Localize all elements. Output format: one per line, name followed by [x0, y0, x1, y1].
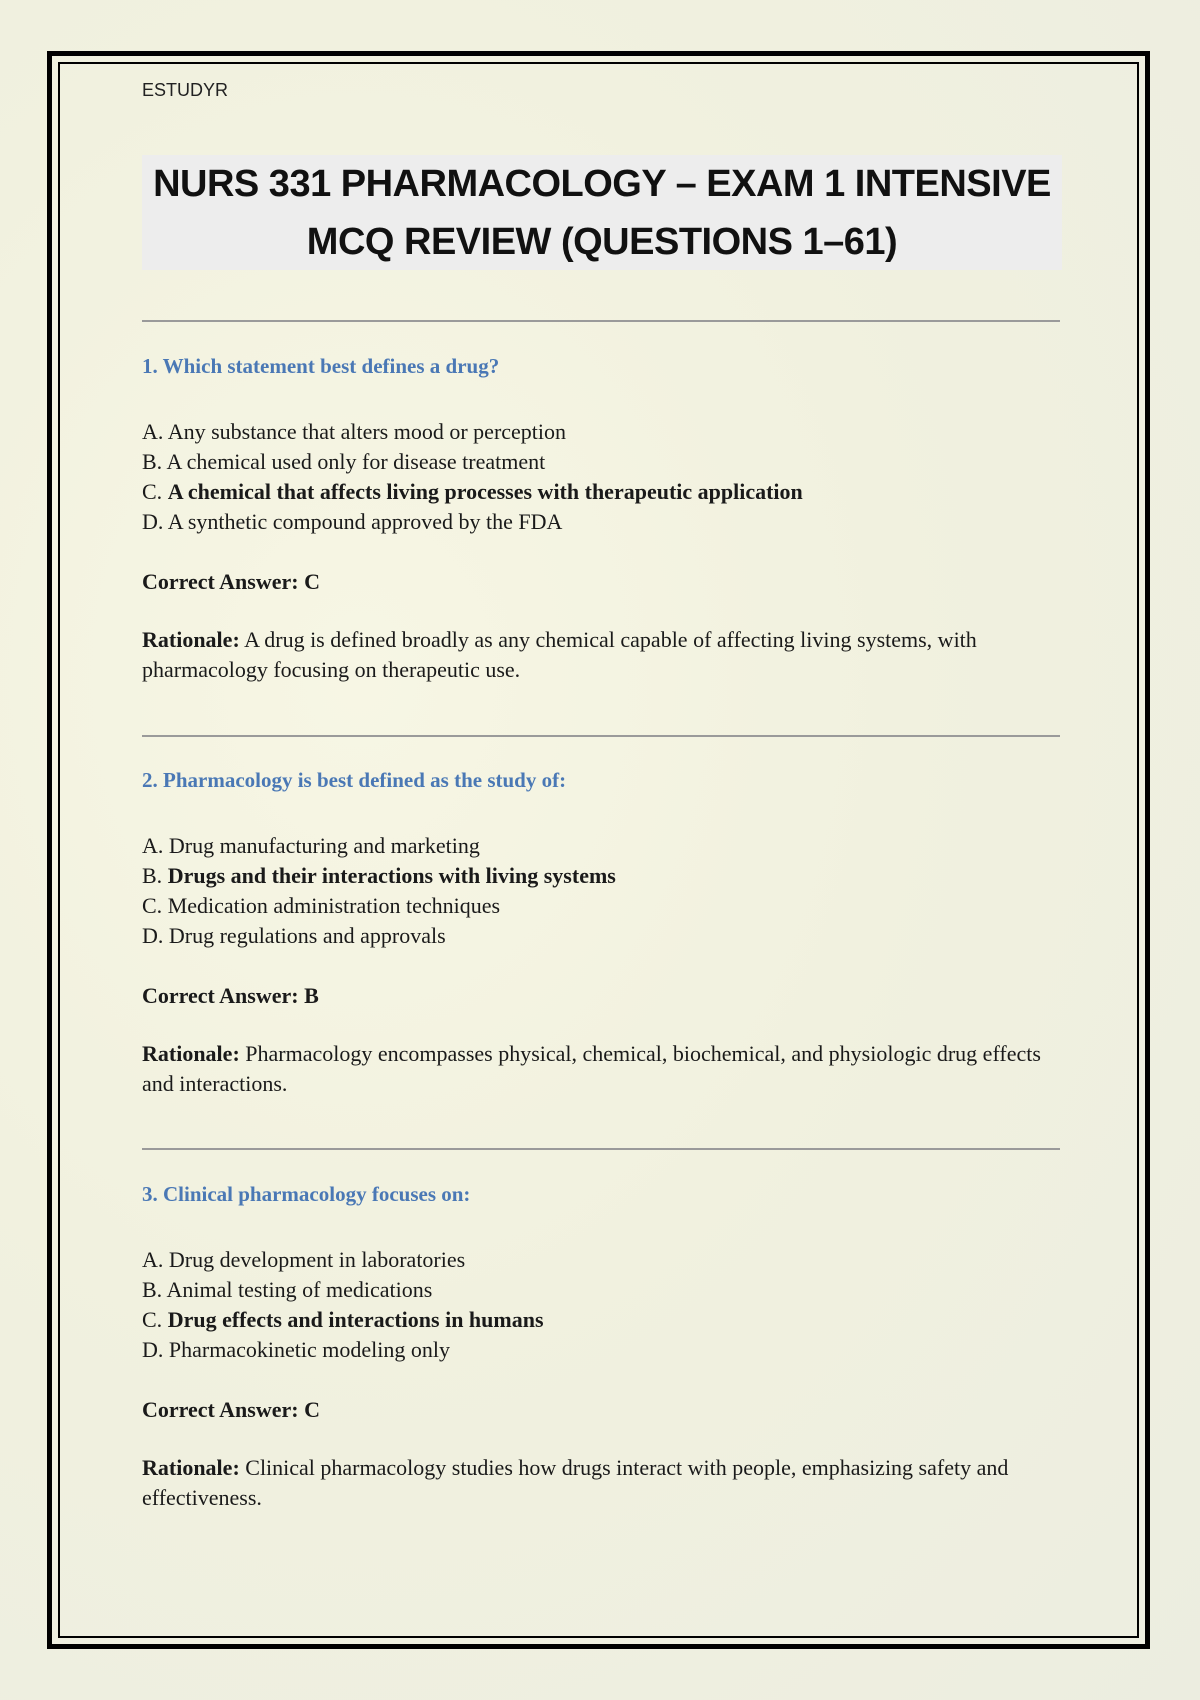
question-title: 2. Pharmacology is best defined as the study of: — [142, 768, 567, 792]
option-a: A. Drug manufacturing and marketing — [142, 833, 480, 858]
option-list — [142, 417, 1062, 537]
option-a: A. Drug development in laboratories — [142, 1247, 466, 1272]
option-b: B. Drugs and their interactions with living systems — [142, 863, 616, 888]
correct-answer: Correct Answer: C — [142, 1397, 320, 1422]
divider — [142, 320, 1060, 322]
rationale: Rationale: Clinical pharmacology studies how drugs interact with people, emphasizing safety and effectiveness. — [142, 1455, 1009, 1510]
title-banner — [142, 155, 1062, 270]
option-d: D. Drug regulations and approvals — [142, 923, 446, 948]
option-list — [142, 1245, 1062, 1365]
option-c: C. Drug effects and interactions in humans — [142, 1307, 544, 1332]
question-title: 1. Which statement best defines a drug? — [142, 354, 500, 378]
option-c: C. A chemical that affects living processes with therapeutic application — [142, 479, 803, 504]
option-d: D. Pharmacokinetic modeling only — [142, 1337, 450, 1362]
rationale: Rationale: A drug is defined broadly as any chemical capable of affecting living systems, with pharmacology focusing on therapeutic use. — [142, 627, 977, 682]
divider — [142, 1148, 1060, 1150]
option-a: A. Any substance that alters mood or perception — [142, 419, 567, 444]
option-list — [142, 831, 1062, 951]
question-title: 3. Clinical pharmacology focuses on: — [142, 1182, 471, 1206]
correct-answer: Correct Answer: C — [142, 569, 320, 594]
divider — [142, 735, 1060, 737]
question-1 — [142, 354, 1062, 685]
option-c: C. Medication administration techniques — [142, 893, 501, 918]
page-title: NURS 331 PHARMACOLOGY – EXAM 1 INTENSIVE MCQ REVIEW (QUESTIONS 1–61) — [153, 162, 1051, 263]
brand-label: ESTUDYR — [142, 80, 229, 100]
question-2 — [142, 768, 1062, 1099]
option-b: B. Animal testing of medications — [142, 1277, 433, 1302]
question-3 — [142, 1182, 1062, 1513]
option-b: B. A chemical used only for disease treatment — [142, 449, 546, 474]
correct-answer: Correct Answer: B — [142, 983, 319, 1008]
rationale: Rationale: Pharmacology encompasses physical, chemical, biochemical, and physiologic drug effects and interactions. — [142, 1041, 1041, 1096]
option-d: D. A synthetic compound approved by the FDA — [142, 509, 563, 534]
